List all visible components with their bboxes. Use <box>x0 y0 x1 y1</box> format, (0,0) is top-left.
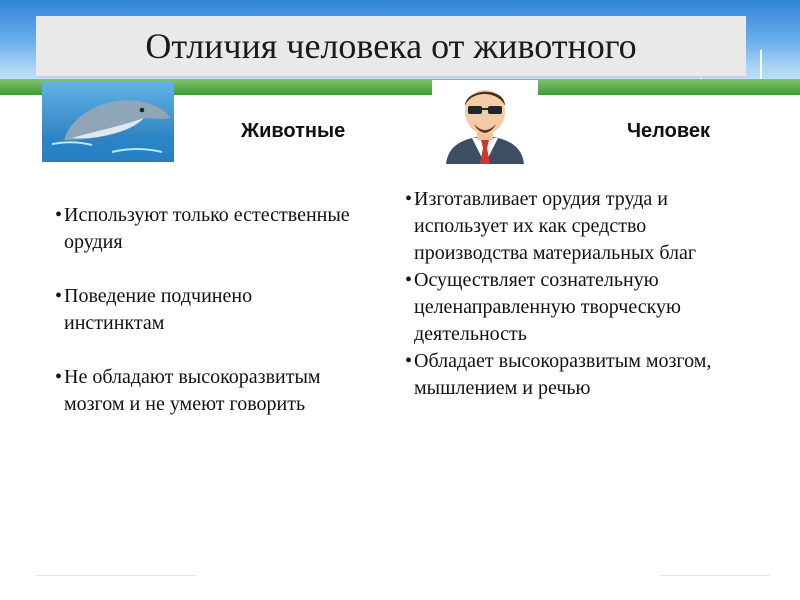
dolphin-photo <box>42 82 174 162</box>
list-item <box>405 267 735 348</box>
title-box <box>36 16 746 78</box>
human-heading: Человек <box>627 120 710 142</box>
list-item-text: Обладает высокоразвитым мозгом, мышлением и речью <box>414 350 712 399</box>
list-item-text: Не обладают высокоразвитым мозгом и не умеют говорить <box>64 366 321 415</box>
human-list <box>405 186 735 402</box>
list-item-text: Поведение подчинено инстинктам <box>64 285 253 334</box>
bullet: • <box>55 285 63 307</box>
footer-divider <box>660 575 770 576</box>
list-item <box>55 202 355 256</box>
bullet: • <box>55 366 63 388</box>
list-item <box>55 283 355 337</box>
man-in-suit-illustration <box>432 80 538 164</box>
list-item-text: Изготавливает орудия труда и использует их как средство производства материальных благ <box>414 188 697 264</box>
footer-divider <box>36 575 196 576</box>
bullet: • <box>55 204 63 226</box>
bullet: • <box>405 350 413 372</box>
list-item <box>55 364 355 418</box>
list-item <box>405 348 735 402</box>
animals-list <box>55 202 355 418</box>
animals-heading: Животные <box>241 120 346 142</box>
list-item-text: Используют только естественные орудия <box>64 204 350 253</box>
bullet: • <box>405 188 413 210</box>
list-item-text: Осуществляет сознательную целенаправленную творческую деятельность <box>414 269 681 345</box>
list-item <box>405 186 735 267</box>
page-title: Отличия человека от животного <box>145 26 637 66</box>
bullet: • <box>405 269 413 291</box>
